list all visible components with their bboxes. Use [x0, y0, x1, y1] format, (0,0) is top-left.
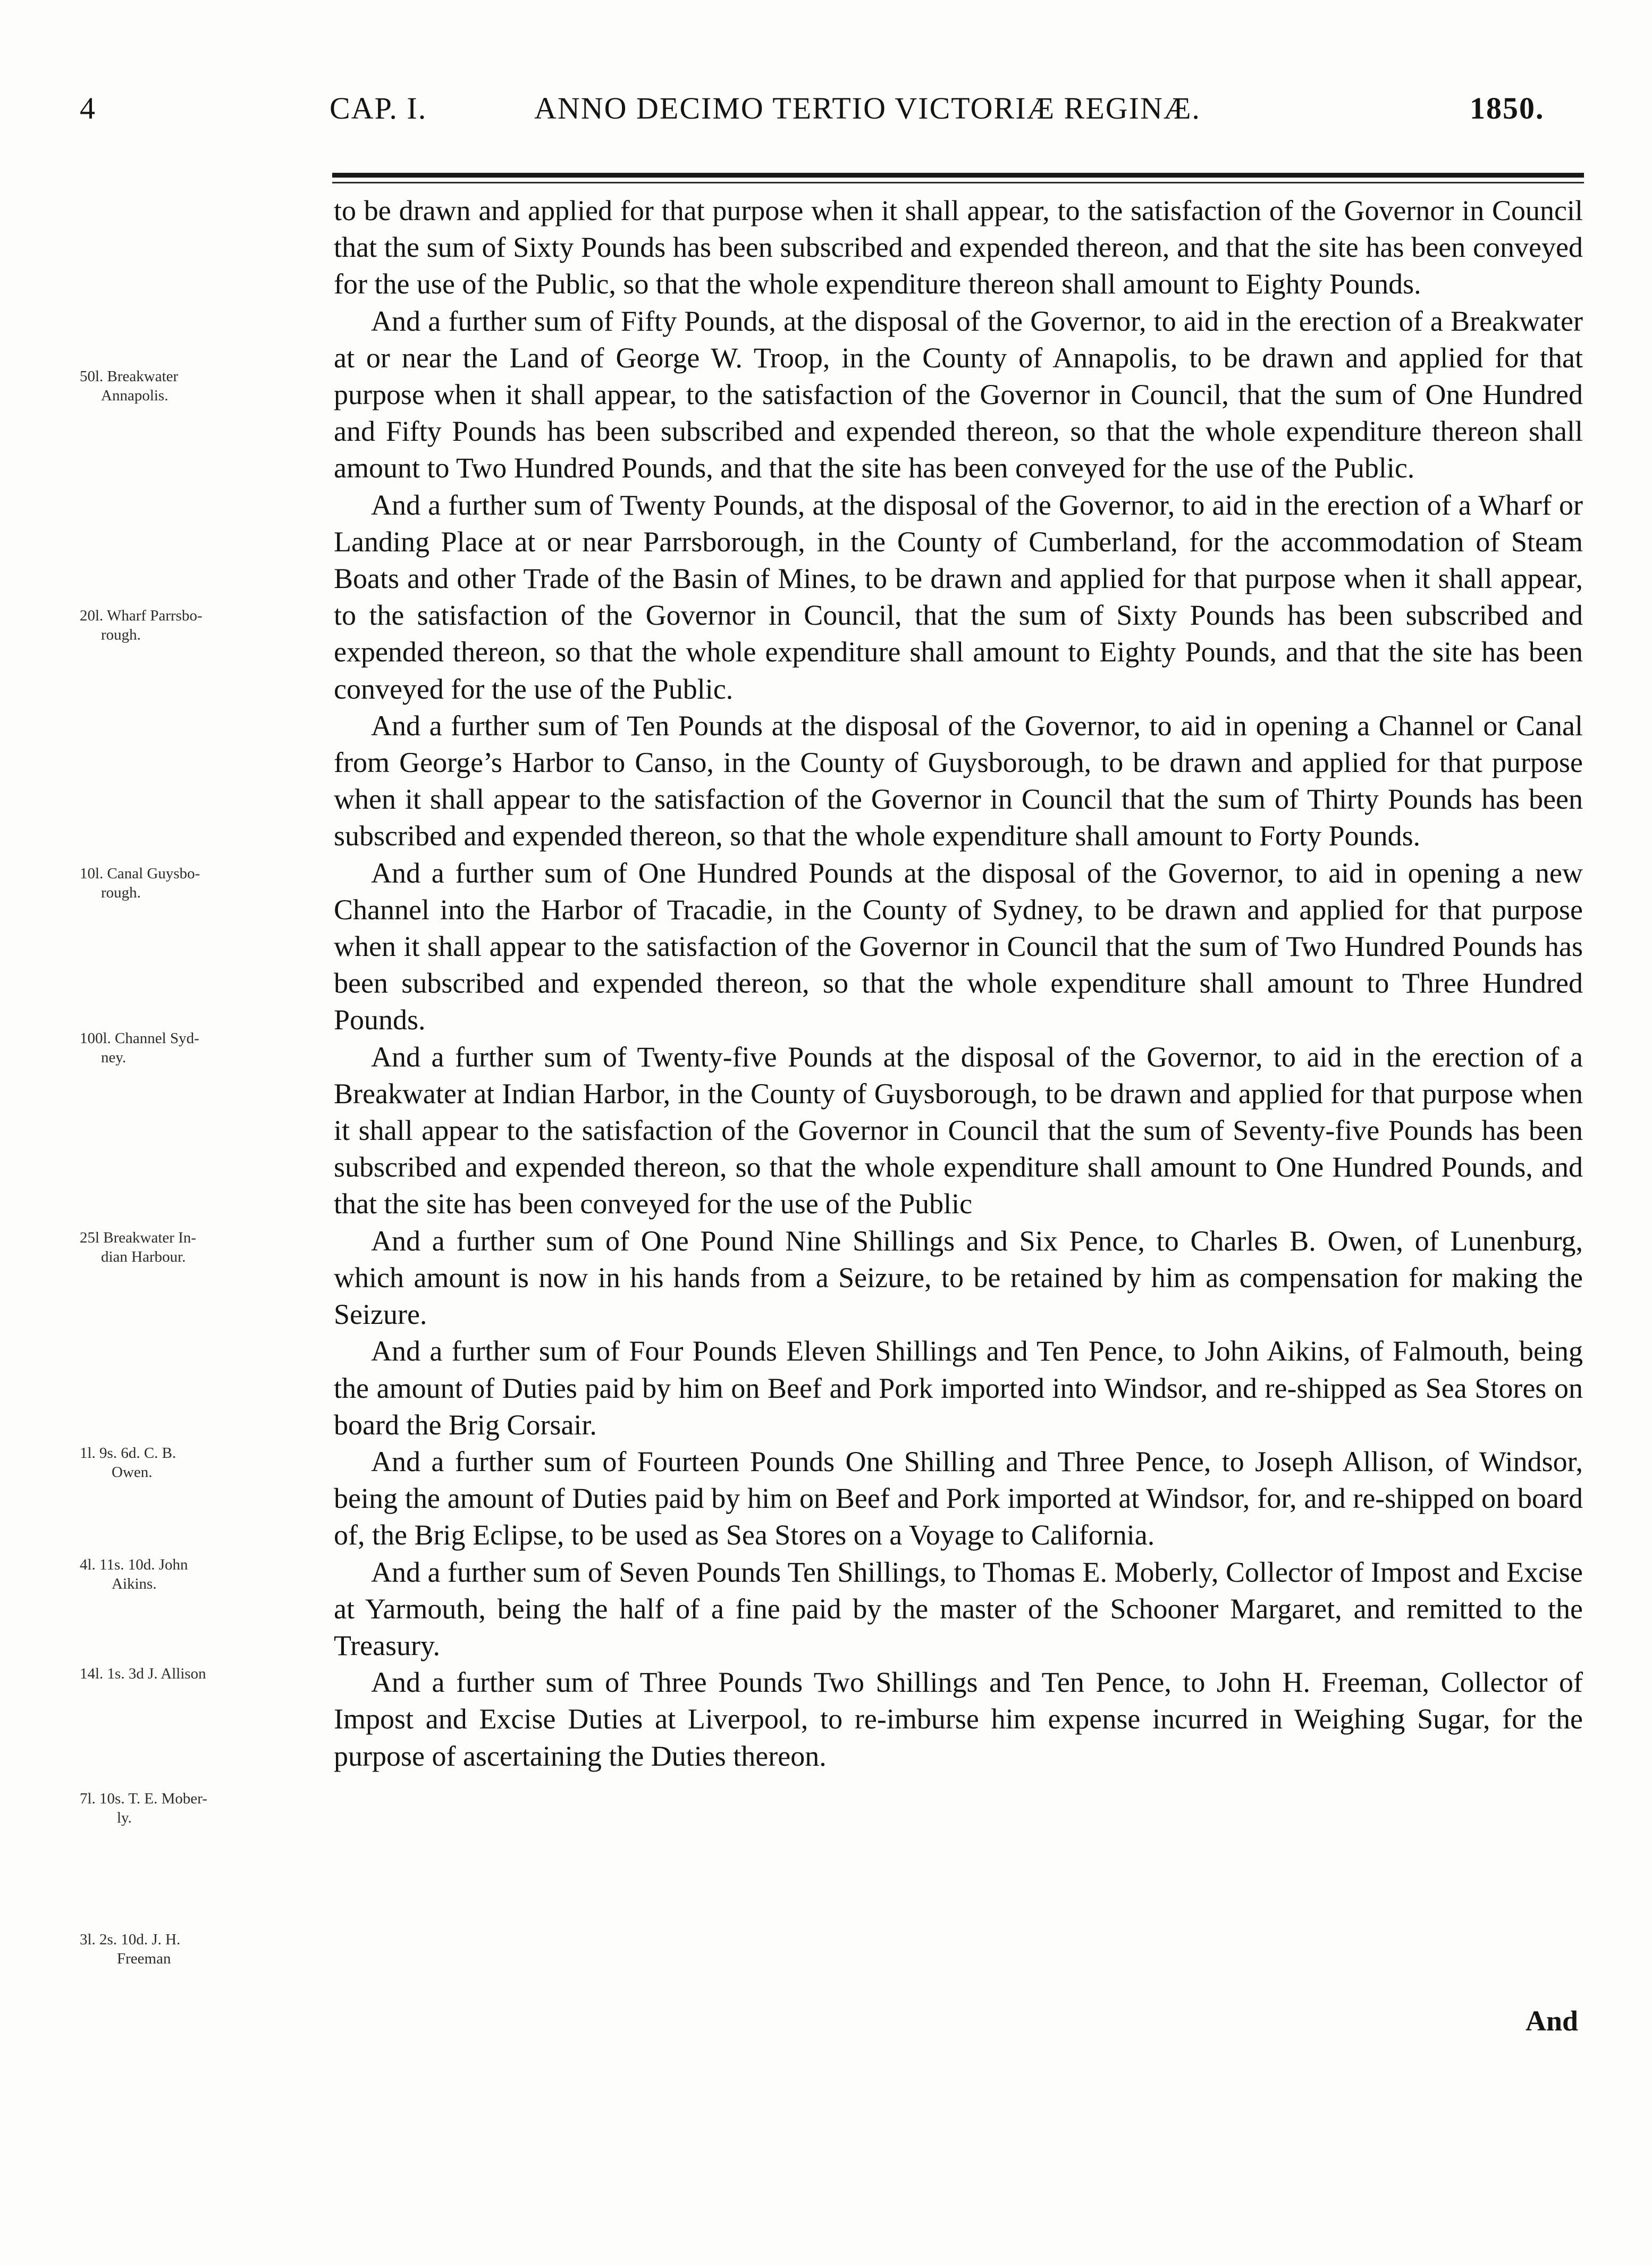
margin-note-line: ney. — [101, 1049, 127, 1066]
paragraph-freeman: And a further sum of Three Pounds Two Shillings and Ten Pence, to John H. Freeman, Collector of Impost and Excise Duties at Liverpool, to re-imburse him expense incurred in Weighing Sugar, for the purpose of ascertaining the Duties thereon. — [334, 1666, 1583, 1772]
margin-note-line: 4l. 11s. 10d. John — [80, 1556, 188, 1573]
margin-note-line: dian Harbour. — [101, 1248, 186, 1265]
running-title: ANNO DECIMO TERTIO VICTORIÆ REGINÆ. — [534, 91, 1201, 125]
margin-note-breakwater-annapolis — [80, 367, 330, 405]
page-number: 4 — [80, 91, 96, 125]
margin-note-breakwater-indian-harbour — [80, 1228, 330, 1266]
paragraph-allison: And a further sum of Fourteen Pounds One Shilling and Three Pence, to Joseph Allison, of Windsor, being the amount of Duties paid by him on Beef and Pork imported at Windsor, for, and re-shipped on board of, the Brig Eclipse, to be used as Sea Stores on a Voyage to California. — [334, 1445, 1583, 1551]
margin-note-line: 50l. Breakwater — [80, 368, 179, 385]
margin-note-line: 25l Breakwater In- — [80, 1229, 197, 1246]
margin-note-line: 1l. 9s. 6d. C. B. — [80, 1445, 176, 1462]
margin-note-line: ly. — [117, 1809, 132, 1826]
paragraph-moberly: And a further sum of Seven Pounds Ten Shillings, to Thomas E. Moberly, Collector of Impost and Excise at Yarmouth, being the half of a fine paid by the master of the Schooner Margaret, and remitted to the Treasury. — [334, 1556, 1583, 1661]
body-text — [334, 192, 1583, 1775]
paragraph-aikins: And a further sum of Four Pounds Eleven Shillings and Ten Pence, to John Aikins, of Falmouth, being the amount of Duties paid by him on Beef and Pork imported into Windsor, and re-shipped as Sea Stores on board the Brig Corsair. — [334, 1335, 1583, 1441]
paragraph-owen: And a further sum of One Pound Nine Shillings and Six Pence, to Charles B. Owen, of Lunenburg, which amount is now in his hands from a Seizure, to be retained by him as compensation for making the Seizure. — [334, 1224, 1583, 1331]
margin-note-freeman — [80, 1930, 330, 1968]
margin-note-channel-sydney — [80, 1029, 330, 1067]
margin-note-canal-guysborough — [80, 864, 330, 902]
paragraph-breakwater-indian-harbour: And a further sum of Twenty-five Pounds at the disposal of the Governor, to aid in the erection of a Breakwater at Indian Harbor, in the County of Guysborough, to be drawn and applied for that purpose when it shall appear to the satisfaction of the Governor in Council that the sum of Seventy-five Pounds has been subscribed and expended thereon, so that the whole expenditure shall amount to One Hundred Pounds, and that the site has been conveyed for the use of the Public — [334, 1040, 1583, 1220]
year-label: 1850. — [1470, 91, 1545, 125]
header-rule-thick — [332, 173, 1584, 178]
margin-note-line: 10l. Canal Guysbo- — [80, 865, 200, 882]
margin-note-line: Aikins. — [112, 1575, 157, 1592]
catchword: And — [1525, 2005, 1579, 2037]
margin-note-line: 100l. Channel Syd- — [80, 1030, 199, 1047]
margin-note-line: rough. — [101, 626, 141, 643]
paragraph-wharf-parrsborough: And a further sum of Twenty Pounds, at the disposal of the Governor, to aid in the erection of a Wharf or Landing Place at or near Parrsborough, in the County of Cumberland, for the accommodation of Steam Boats and other Trade of the Basin of Mines, to be drawn and applied for that purpose when it shall appear, to the satisfaction of the Governor in Council, that the sum of Sixty Pounds has been subscribed and expended thereon, so that the whole expenditure shall amount to Eighty Pounds, and that the site has been conveyed for the use of the Public. — [334, 489, 1583, 705]
margin-note-line: rough. — [101, 884, 141, 901]
margin-note-line: 3l. 2s. 10d. J. H. — [80, 1931, 181, 1948]
margin-note-line: 7l. 10s. T. E. Mober- — [80, 1790, 207, 1807]
margin-note-aikins — [80, 1555, 330, 1593]
paragraph-breakwater-annapolis: And a further sum of Fifty Pounds, at the disposal of the Governor, to aid in the erection of a Breakwater at or near the Land of George W. Troop, in the County of Annapolis, to be drawn and applied for that purpose when it shall appear, to the satisfaction of the Governor in Council, that the sum of One Hundred and Fifty Pounds has been subscribed and expended thereon, so that the whole expenditure thereon shall amount to Two Hundred Pounds, and that the site has been conveyed for the use of the Public. — [334, 305, 1583, 484]
margin-note-owen — [80, 1443, 330, 1482]
paragraph-continued: to be drawn and applied for that purpose when it shall appear, to the satisfaction of the Governor in Council that the sum of Sixty Pounds has been subscribed and expended thereon, and that the site has been conveyed for the use of the Public, so that the whole expenditure thereon shall amount to Eighty Pounds. — [334, 195, 1583, 300]
paragraph-channel-sydney: And a further sum of One Hundred Pounds at the disposal of the Governor, to aid in opening a new Channel into the Harbor of Tracadie, in the County of Sydney, to be drawn and applied for that purpose when it shall appear to the satisfaction of the Governor in Council that the sum of Two Hundred Pounds has been subscribed and expended thereon, so that the whole expenditure shall amount to Three Hundred Pounds. — [334, 857, 1583, 1036]
margin-note-line: Freeman — [117, 1950, 171, 1967]
margin-note-line: 20l. Wharf Parrsbo- — [80, 607, 203, 624]
margin-note-moberly — [80, 1789, 330, 1827]
margin-note-line: Annapolis. — [101, 387, 168, 404]
margin-note-wharf-parrsborough — [80, 606, 330, 644]
margin-note-allison — [80, 1664, 330, 1683]
paragraph-canal-guysborough: And a further sum of Ten Pounds at the disposal of the Governor, to aid in opening a Channel or Canal from George’s Harbor to Canso, in the County of Guysborough, to be drawn and applied for that purpose when it shall appear to the satisfaction of the Governor in Council that the sum of Thirty Pounds has been subscribed and expended thereon, so that the whole expenditure shall amount to Forty Pounds. — [334, 709, 1583, 852]
margin-note-line: 14l. 1s. 3d J. Allison — [80, 1665, 206, 1682]
chapter-label: CAP. I. — [330, 91, 427, 125]
running-header — [0, 90, 1652, 138]
header-rule-thin — [332, 182, 1584, 183]
margin-note-line: Owen. — [112, 1464, 153, 1481]
